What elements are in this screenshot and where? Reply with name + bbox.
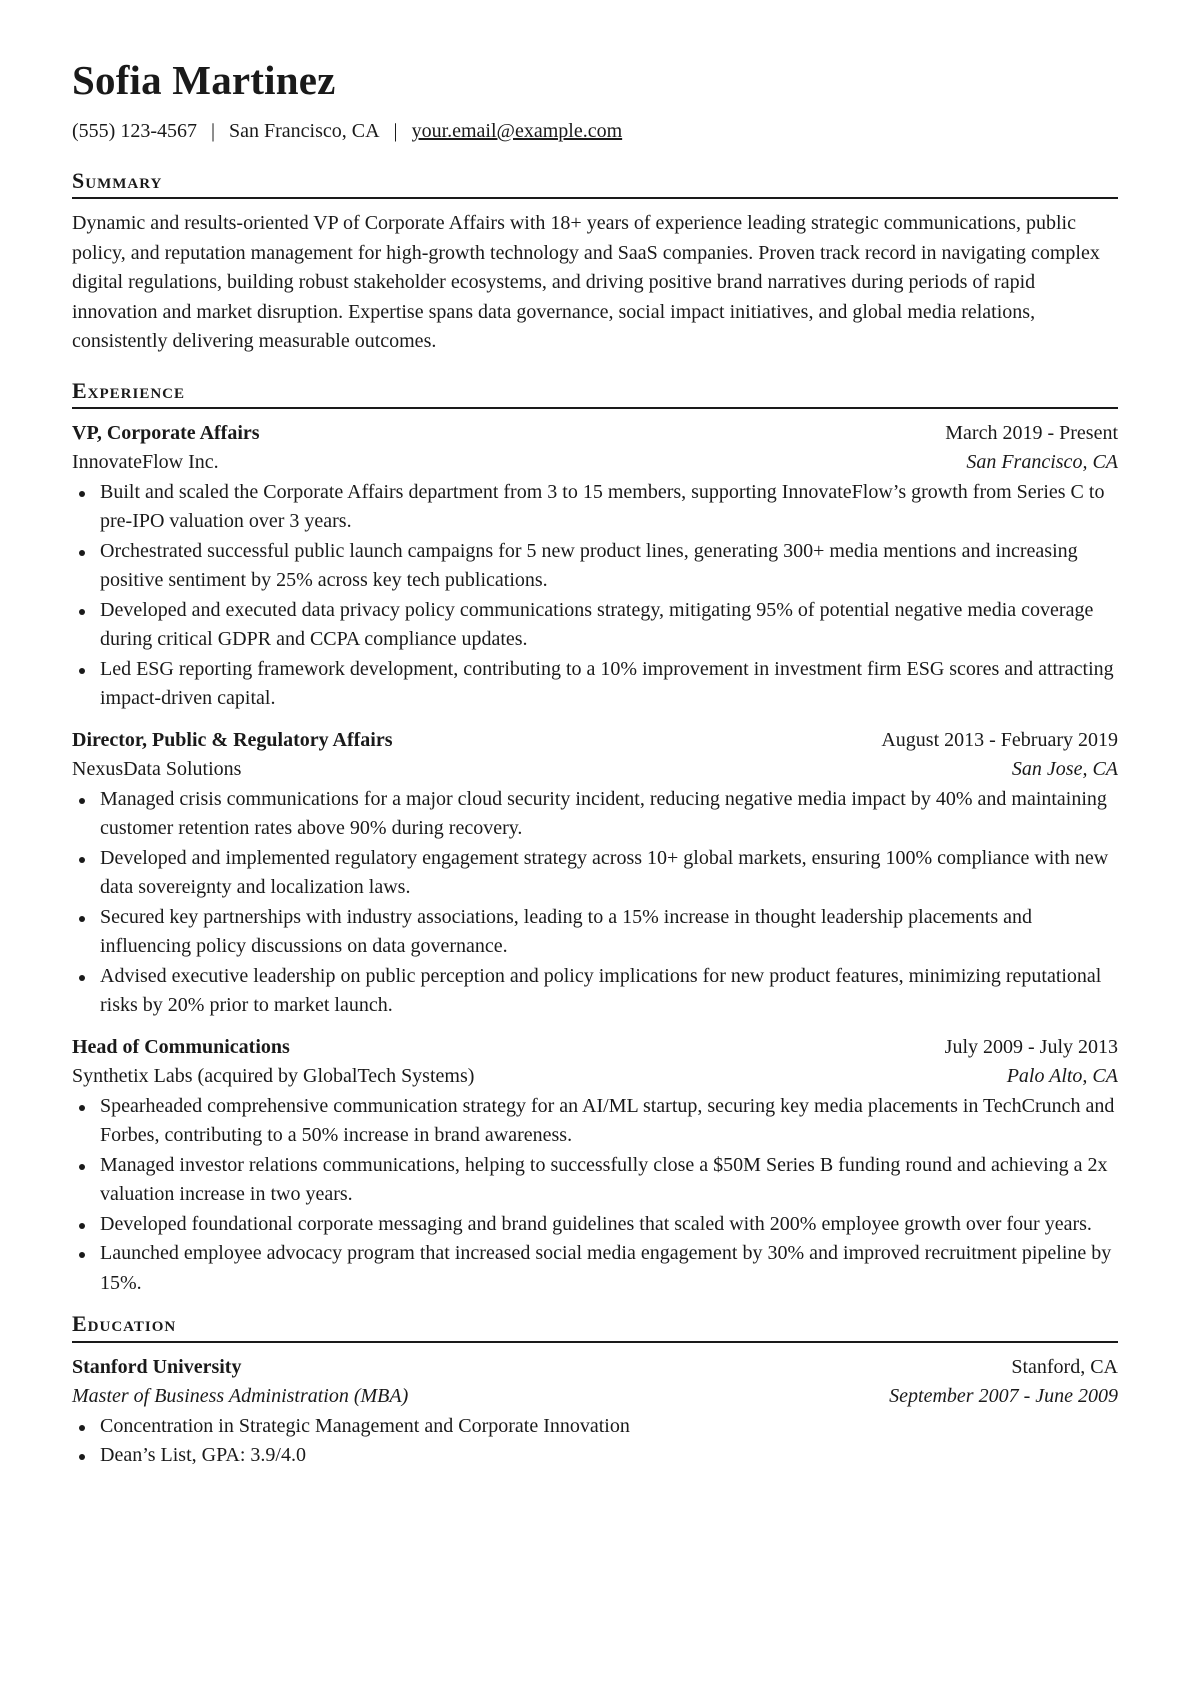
job-company: InnovateFlow Inc. bbox=[72, 451, 219, 474]
contact-separator: | bbox=[210, 120, 215, 143]
school-location: Stanford, CA bbox=[1011, 1355, 1118, 1378]
experience-entry bbox=[72, 726, 1118, 1021]
school-row bbox=[72, 1353, 1118, 1383]
summary-text: Dynamic and results-oriented VP of Corporate Affairs with 18+ years of experience leading strategic communications, public policy, and reputation management for high-growth technology and SaaS companies. Proven track record in navigating complex digital regulations, building robust stakeholder ecosystems, and driving positive brand narratives during periods of rapid innovation and market disruption. Expertise spans data governance, social impact initiatives, and global media relations, consistently delivering measurable outcomes. bbox=[72, 212, 1100, 353]
bullet-text: Launched employee advocacy program that increased social media engagement by 30% and improved recruitment pipeline by 15%. bbox=[100, 1242, 1112, 1294]
job-company-row bbox=[72, 1062, 1118, 1092]
school-name: Stanford University bbox=[72, 1355, 242, 1378]
list-item bbox=[72, 844, 1118, 903]
experience-section bbox=[72, 379, 1118, 1299]
list-item bbox=[72, 1210, 1118, 1240]
list-item bbox=[72, 903, 1118, 962]
bullet-text: Developed and implemented regulatory engagement strategy across 10+ global markets, ensuring 100% compliance with new data sovereignty and localization laws. bbox=[100, 846, 1109, 899]
bullet-text: Secured key partnerships with industry associations, leading to a 15% increase in thought leadership placements and influencing policy discussions on data governance. bbox=[100, 905, 1032, 958]
education-bullet-list bbox=[72, 1412, 1118, 1471]
job-location: San Francisco, CA bbox=[966, 451, 1118, 474]
contact-location: San Francisco, CA bbox=[229, 120, 380, 143]
job-title: VP, Corporate Affairs bbox=[72, 421, 260, 444]
bullet-dot-icon bbox=[79, 1454, 85, 1460]
bullet-text: Built and scaled the Corporate Affairs department from 3 to 15 members, supporting InnovateFlow’s growth from Series C to pre-IPO valuation over 3 years. bbox=[100, 480, 1105, 533]
job-dates: July 2009 - July 2013 bbox=[944, 1035, 1118, 1058]
bullet-dot-icon bbox=[79, 798, 85, 804]
job-bullet-list bbox=[72, 1092, 1118, 1299]
bullet-text: Developed foundational corporate messaging and brand guidelines that scaled with 200% employee growth over four years. bbox=[100, 1212, 1092, 1235]
bullet-dot-icon bbox=[79, 1252, 85, 1258]
bullet-dot-icon bbox=[79, 1105, 85, 1111]
resume-name: Sofia Martinez bbox=[72, 57, 336, 103]
bullet-text: Concentration in Strategic Management and Corporate Innovation bbox=[100, 1414, 630, 1437]
list-item bbox=[72, 537, 1118, 596]
list-item bbox=[72, 1441, 1118, 1471]
bullet-dot-icon bbox=[79, 491, 85, 497]
bullet-text: Spearheaded comprehensive communication strategy for an AI/ML startup, securing key media placements in TechCrunch and Forbes, contributing to a 50% increase in brand awareness. bbox=[100, 1094, 1115, 1147]
list-item bbox=[72, 1151, 1118, 1210]
degree-dates: September 2007 - June 2009 bbox=[889, 1385, 1118, 1408]
contact-phone: (555) 123-4567 bbox=[72, 120, 197, 143]
job-title: Director, Public & Regulatory Affairs bbox=[72, 728, 393, 751]
job-company: Synthetix Labs (acquired by GlobalTech Systems) bbox=[72, 1065, 475, 1088]
list-item bbox=[72, 962, 1118, 1021]
job-title-row bbox=[72, 1033, 1118, 1063]
job-bullet-list bbox=[72, 785, 1118, 1021]
contact-line bbox=[72, 119, 1118, 143]
bullet-text: Managed crisis communications for a major cloud security incident, reducing negative media impact by 40% and maintaining customer retention rates above 90% during recovery. bbox=[100, 787, 1107, 840]
job-title-row bbox=[72, 726, 1118, 756]
section-heading-experience: Experience bbox=[72, 379, 1118, 409]
list-item bbox=[72, 1092, 1118, 1151]
experience-entry bbox=[72, 1033, 1118, 1299]
degree-name: Master of Business Administration (MBA) bbox=[72, 1385, 409, 1408]
list-item bbox=[72, 1412, 1118, 1442]
bullet-text: Dean’s List, GPA: 3.9/4.0 bbox=[100, 1444, 306, 1467]
degree-row bbox=[72, 1382, 1118, 1412]
job-company: NexusData Solutions bbox=[72, 758, 242, 781]
bullet-dot-icon bbox=[79, 1425, 85, 1431]
summary-section bbox=[72, 169, 1118, 357]
job-title: Head of Communications bbox=[72, 1035, 290, 1058]
job-location: San Jose, CA bbox=[1011, 758, 1118, 781]
bullet-text: Advised executive leadership on public perception and policy implications for new product features, minimizing reputational risks by 20% prior to market launch. bbox=[100, 964, 1102, 1017]
job-location: Palo Alto, CA bbox=[1006, 1065, 1118, 1088]
bullet-dot-icon bbox=[79, 550, 85, 556]
experience-entry bbox=[72, 419, 1118, 714]
job-dates: August 2013 - February 2019 bbox=[881, 728, 1118, 751]
bullet-text: Managed investor relations communications, helping to successfully close a $50M Series B funding round and achieving a 2x valuation increase in two years. bbox=[100, 1153, 1108, 1206]
section-heading-education: Education bbox=[72, 1312, 1118, 1342]
job-company-row bbox=[72, 755, 1118, 785]
bullet-dot-icon bbox=[79, 916, 85, 922]
bullet-dot-icon bbox=[79, 975, 85, 981]
contact-email-link[interactable]: your.email@example.com bbox=[411, 120, 623, 143]
bullet-dot-icon bbox=[79, 1164, 85, 1170]
section-heading-summary: Summary bbox=[72, 169, 1118, 199]
job-dates: March 2019 - Present bbox=[945, 421, 1118, 444]
bullet-dot-icon bbox=[79, 1223, 85, 1229]
job-title-row bbox=[72, 419, 1118, 449]
list-item bbox=[72, 596, 1118, 655]
contact-separator: | bbox=[393, 120, 398, 143]
bullet-text: Led ESG reporting framework development, contributing to a 10% improvement in investment firm ESG scores and attracting impact-driven capital. bbox=[100, 657, 1114, 710]
list-item bbox=[72, 785, 1118, 844]
job-company-row bbox=[72, 448, 1118, 478]
bullet-dot-icon bbox=[79, 668, 85, 674]
bullet-text: Orchestrated successful public launch campaigns for 5 new product lines, generating 300+ media mentions and increasing positive sentiment by 25% across key tech publications. bbox=[100, 539, 1078, 592]
bullet-text: Developed and executed data privacy policy communications strategy, mitigating 95% of potential negative media coverage during critical GDPR and CCPA compliance updates. bbox=[100, 598, 1094, 651]
education-entry bbox=[72, 1353, 1118, 1471]
list-item bbox=[72, 1239, 1118, 1298]
education-section bbox=[72, 1312, 1118, 1470]
list-item bbox=[72, 478, 1118, 537]
bullet-dot-icon bbox=[79, 609, 85, 615]
job-bullet-list bbox=[72, 478, 1118, 714]
bullet-dot-icon bbox=[79, 857, 85, 863]
list-item bbox=[72, 655, 1118, 714]
